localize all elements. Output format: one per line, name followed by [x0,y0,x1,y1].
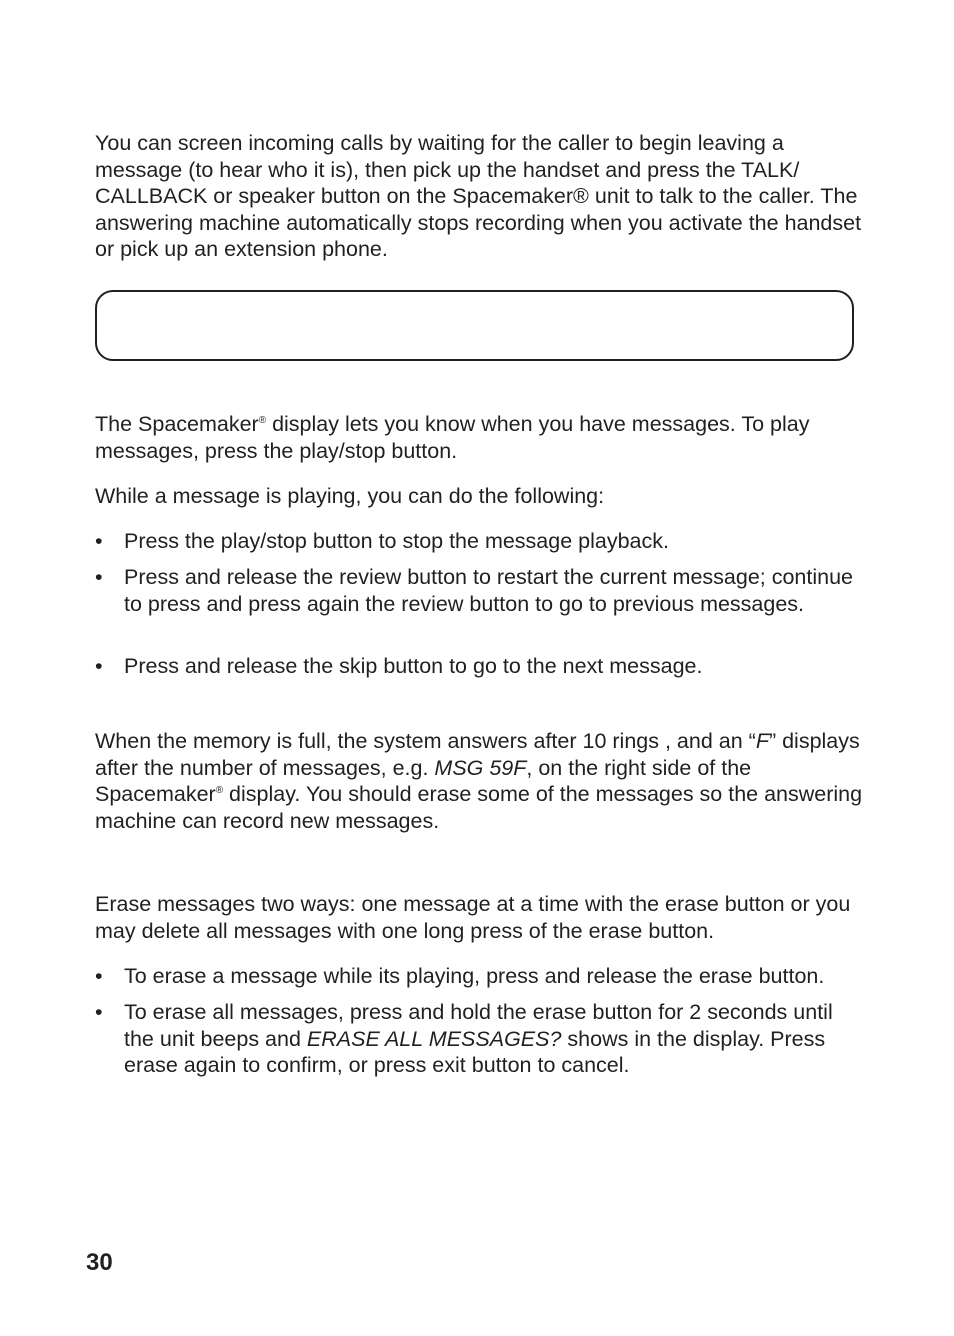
registered-mark: ® [258,415,267,426]
page-number: 30 [86,1249,113,1276]
while-playing-text: While a message is playing, you can do the following: [95,484,605,508]
display-message-text: ERASE ALL MESSAGES? [306,1026,562,1051]
registered-mark: ® [215,785,224,796]
playing-messages-intro: The Spacemaker® display lets you know when you have messages. To play messages, press the play/stop button. [95,412,810,463]
list-item: • Press and release the review button to restart the current message; continue to press and press again the review button to go to previous messages. [95,565,854,616]
memory-full-paragraph: When the memory is full, the system answers after 10 rings , and an “F” displays after the number of messages, e.g. MSG 59F, on the right side of the Spacemaker® display. You should erase some of the messages so the answering machine can record new messages. [95,729,863,833]
list-item: • Press the play/stop button to stop the message playback. [95,529,669,553]
list-item: • Press and release the skip button to go to the next message. [95,654,703,678]
display-example: MSG 59F [434,755,527,780]
bullet-icon: • [95,1000,103,1024]
bullet-icon: • [95,654,103,678]
section-heading-box [95,290,854,361]
erase-intro-paragraph: Erase messages two ways: one message at a time with the erase button or you may delete all messages with one long press of the erase button. [95,892,851,943]
list-item: • To erase a message while its playing, press and release the erase button. [95,964,825,988]
bullet-icon: • [95,529,103,553]
list-item: • To erase all messages, press and hold the erase button for 2 seconds until the unit beeps and ERASE ALL MESSAGES? shows in the display. Press erase again to confirm, or press exit button to cancel. [95,1000,833,1077]
call-screening-paragraph: You can screen incoming calls by waiting for the caller to begin leaving a message (to hear who it is), then pick up the handset and press the TALK/ CALLBACK or speaker button on the Spacemaker® unit to talk to the caller. The answering machine automatically stops recording when you activate the handset or pick up an extension phone. [95,131,862,261]
bullet-icon: • [95,964,103,988]
bullet-icon: • [95,565,103,589]
